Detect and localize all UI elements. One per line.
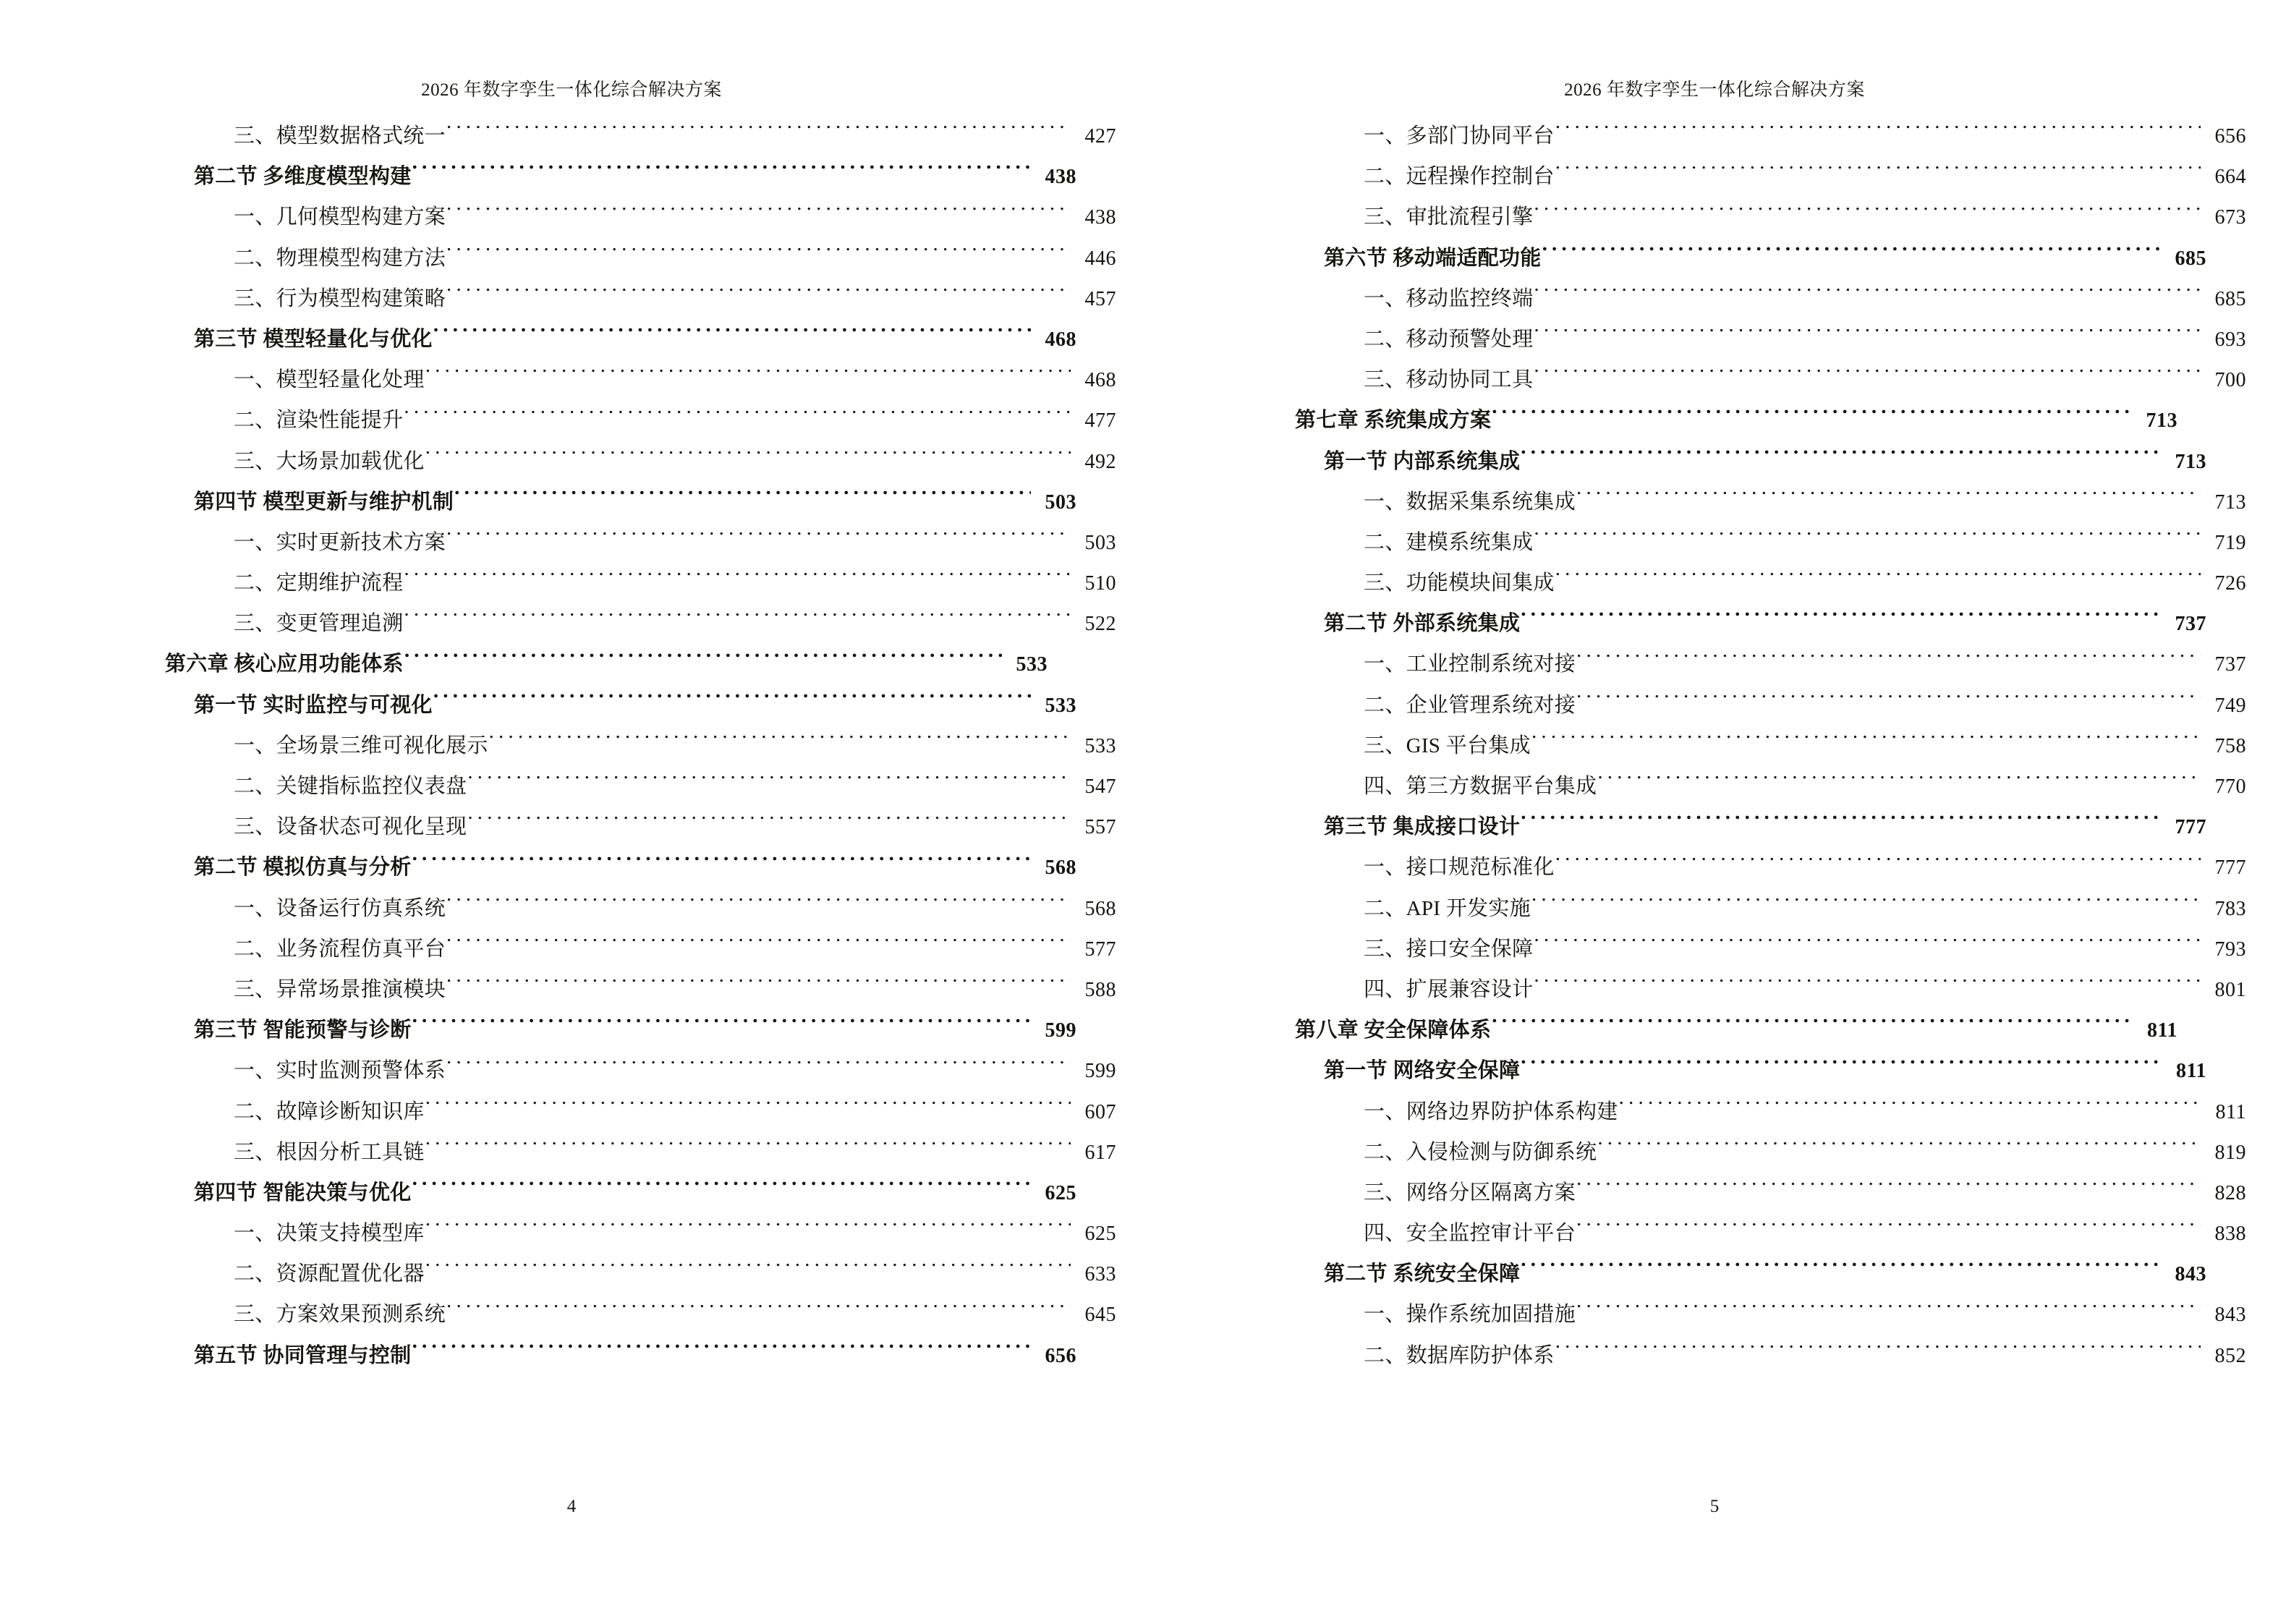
toc-entry-title: 三、行为模型构建策略 [234, 286, 446, 310]
toc-entry[interactable] [165, 279, 1116, 319]
toc-entry[interactable] [165, 685, 1076, 726]
toc-entry-page-number: 533 [1084, 734, 1116, 757]
toc-entry-page-number: 770 [2214, 775, 2246, 798]
toc-entry-title: 第一节 实时监控与可视化 [194, 693, 433, 717]
toc-entry[interactable] [1295, 197, 2246, 237]
toc-leader-dots [433, 691, 1031, 712]
toc-entry-title: 一、操作系统加固措施 [1364, 1303, 1576, 1327]
toc-entry[interactable] [1295, 847, 2246, 888]
toc-entry-page-number: 427 [1084, 125, 1116, 148]
toc-entry-page-number: 468 [1045, 328, 1076, 351]
toc-entry-page-number: 557 [1084, 816, 1116, 839]
toc-entry[interactable] [1295, 603, 2206, 644]
toc-leader-dots [1555, 569, 2201, 590]
toc-entry-title: 二、故障诊断知识库 [234, 1100, 425, 1123]
toc-leader-dots [1534, 203, 2201, 224]
page-number-left: 4 [566, 1497, 577, 1516]
toc-entry[interactable] [1295, 929, 2246, 969]
toc-entry[interactable] [165, 929, 1116, 969]
toc-entry-page-number: 713 [2175, 450, 2206, 473]
toc-leader-dots [1597, 1138, 2201, 1159]
toc-leader-dots [1531, 731, 2201, 752]
toc-leader-dots [1492, 1016, 2132, 1037]
toc-entry-title: 一、移动监控终端 [1364, 286, 1534, 310]
toc-entry-page-number: 749 [2214, 694, 2246, 717]
toc-entry[interactable] [1295, 563, 2246, 603]
toc-entry-page-number: 510 [1084, 572, 1116, 595]
toc-entry-title: 三、GIS 平台集成 [1364, 734, 1531, 757]
toc-entry[interactable] [1295, 1254, 2206, 1294]
toc-leader-dots [446, 284, 1071, 305]
toc-entry[interactable] [1295, 522, 2246, 563]
toc-entry-page-number: 522 [1084, 613, 1116, 636]
toc-leader-dots [446, 894, 1071, 915]
toc-leader-dots [1521, 812, 2161, 833]
toc-entry[interactable] [165, 888, 1116, 929]
toc-leader-dots [425, 1138, 1071, 1159]
toc-entry-page-number: 492 [1084, 450, 1116, 473]
toc-leader-dots [446, 1056, 1071, 1077]
toc-entry-title: 三、模型数据格式统一 [234, 124, 446, 148]
toc-entry-title: 二、渲染性能提升 [234, 409, 404, 433]
toc-entry-title: 一、多部门协同平台 [1364, 124, 1555, 148]
toc-entry-title: 一、网络边界防护体系构建 [1364, 1100, 1618, 1123]
toc-entry-page-number: 685 [2214, 287, 2246, 310]
toc-entry-title: 二、关键指标监控仪表盘 [234, 775, 467, 798]
toc-entry-title: 第七章 系统集成方案 [1295, 409, 1492, 433]
toc-entry-page-number: 777 [2175, 816, 2206, 839]
toc-leader-dots [1534, 935, 2201, 956]
toc-entry-title: 一、实时更新技术方案 [234, 530, 446, 554]
toc-entry[interactable] [165, 197, 1116, 237]
toc-leader-dots [404, 569, 1071, 590]
page-right [1143, 0, 2286, 1624]
toc-entry-page-number: 801 [2214, 978, 2246, 1001]
toc-entry-page-number: 811 [2147, 1019, 2177, 1042]
toc-entry[interactable] [1295, 156, 2246, 197]
toc-entry[interactable] [165, 1335, 1076, 1376]
toc-entry-page-number: 777 [2214, 856, 2246, 880]
toc-entry-title: 三、功能模块间集成 [1364, 571, 1555, 595]
toc-leader-dots [1597, 772, 2201, 793]
toc-entry-page-number: 477 [1084, 409, 1116, 433]
toc-entry-title: 二、入侵检测与防御系统 [1364, 1140, 1597, 1164]
toc-entry-page-number: 783 [2214, 897, 2246, 920]
toc-entry-title: 三、变更管理追溯 [234, 612, 404, 636]
toc-leader-dots [1576, 1300, 2201, 1321]
toc-entry-title: 二、移动预警处理 [1364, 327, 1534, 351]
toc-entry[interactable] [165, 969, 1116, 1010]
toc-leader-dots [446, 244, 1071, 265]
toc-entry-title: 三、方案效果预测系统 [234, 1303, 446, 1327]
toc-entry[interactable] [1295, 279, 2246, 319]
toc-leader-dots [404, 650, 1002, 671]
toc-entry-title: 三、根因分析工具链 [234, 1140, 425, 1164]
toc-entry-title: 第一节 内部系统集成 [1324, 449, 1521, 473]
toc-entry[interactable] [1295, 1010, 2177, 1050]
toc-entry-page-number: 503 [1045, 490, 1076, 514]
toc-entry[interactable] [1295, 1050, 2206, 1091]
toc-entry-page-number: 625 [1084, 1223, 1116, 1246]
toc-leader-dots [1555, 1341, 2201, 1362]
toc-entry[interactable] [1295, 1173, 2246, 1213]
toc-entry[interactable] [1295, 807, 2206, 847]
toc-entry-page-number: 719 [2214, 531, 2246, 554]
toc-entry-title: 一、数据采集系统集成 [1364, 490, 1576, 514]
toc-list-right [1295, 116, 2246, 1376]
toc-entry-title: 第三节 模型轻量化与优化 [194, 327, 433, 351]
toc-entry-title: 三、大场景加载优化 [234, 449, 425, 473]
toc-entry[interactable] [165, 1010, 1076, 1050]
toc-entry[interactable] [165, 847, 1076, 888]
toc-entry-title: 第四节 智能决策与优化 [194, 1181, 412, 1204]
toc-entry-title: 一、实时监测预警体系 [234, 1059, 446, 1083]
toc-entry[interactable] [1295, 1213, 2246, 1254]
toc-entry-page-number: 625 [1045, 1181, 1076, 1204]
toc-entry-title: 第二节 系统安全保障 [1324, 1262, 1521, 1286]
toc-entry[interactable] [1295, 116, 2246, 156]
toc-leader-dots [1555, 162, 2201, 183]
toc-entry[interactable] [165, 726, 1116, 766]
toc-leader-dots [1576, 650, 2201, 671]
toc-entry-title: 一、接口规范标准化 [1364, 856, 1555, 880]
toc-entry-page-number: 713 [2146, 409, 2177, 433]
toc-entry[interactable] [1295, 238, 2206, 279]
toc-leader-dots [412, 1016, 1031, 1037]
toc-entry[interactable] [1295, 482, 2246, 522]
toc-leader-dots [1576, 1178, 2201, 1199]
toc-entry[interactable] [165, 1050, 1116, 1091]
toc-entry-page-number: 607 [1084, 1100, 1116, 1123]
toc-leader-dots [433, 325, 1031, 346]
toc-entry-title: 二、资源配置优化器 [234, 1262, 425, 1286]
toc-entry[interactable] [165, 563, 1116, 603]
toc-entry-page-number: 599 [1045, 1019, 1076, 1042]
toc-entry[interactable] [1295, 888, 2246, 929]
toc-entry-title: 三、审批流程引擎 [1364, 205, 1534, 229]
toc-entry-page-number: 503 [1084, 531, 1116, 554]
toc-entry[interactable] [165, 1213, 1116, 1254]
toc-entry[interactable] [165, 441, 1116, 482]
toc-entry[interactable] [165, 482, 1076, 522]
toc-leader-dots [1576, 488, 2201, 509]
toc-entry[interactable] [1295, 441, 2206, 482]
toc-entry-page-number: 533 [1045, 694, 1076, 717]
toc-entry-title: 三、移动协同工具 [1364, 368, 1534, 392]
toc-leader-dots [404, 609, 1071, 630]
toc-entry-title: 二、企业管理系统对接 [1364, 693, 1576, 717]
toc-entry-page-number: 664 [2214, 166, 2246, 189]
toc-entry-title: 第一节 网络安全保障 [1324, 1059, 1521, 1083]
toc-entry-title: 第八章 安全保障体系 [1295, 1019, 1492, 1042]
toc-entry-title: 第二节 多维度模型构建 [194, 165, 412, 189]
toc-entry-title: 二、业务流程仿真平台 [234, 937, 446, 961]
toc-entry-title: 二、定期维护流程 [234, 571, 404, 595]
toc-entry-title: 第三节 智能预警与诊断 [194, 1019, 412, 1042]
toc-entry-title: 第三节 集成接口设计 [1324, 815, 1521, 839]
toc-entry[interactable] [1295, 1294, 2246, 1335]
toc-leader-dots [446, 528, 1071, 549]
toc-entry[interactable] [1295, 360, 2246, 400]
toc-entry-title: 四、第三方数据平台集成 [1364, 775, 1597, 798]
toc-leader-dots [1555, 122, 2201, 143]
toc-entry[interactable] [165, 522, 1116, 563]
toc-entry-title: 三、异常场景推演模块 [234, 977, 446, 1001]
page-number-right: 5 [1709, 1497, 1720, 1516]
toc-entry-title: 二、API 开发实施 [1364, 896, 1531, 920]
toc-entry-page-number: 577 [1084, 938, 1116, 961]
toc-entry-page-number: 673 [2214, 206, 2246, 229]
toc-entry-page-number: 828 [2214, 1181, 2246, 1204]
toc-entry-page-number: 588 [1084, 978, 1116, 1001]
toc-entry-page-number: 438 [1084, 206, 1116, 229]
toc-leader-dots [1534, 365, 2201, 386]
toc-entry-page-number: 758 [2214, 734, 2246, 757]
toc-leader-dots [412, 1341, 1031, 1362]
toc-entry-page-number: 438 [1045, 166, 1076, 189]
toc-leader-dots [404, 406, 1071, 427]
toc-entry[interactable] [165, 319, 1076, 360]
toc-leader-dots [446, 203, 1071, 224]
toc-leader-dots [1534, 284, 2201, 305]
toc-entry-title: 二、远程操作控制台 [1364, 165, 1555, 189]
toc-entry[interactable] [165, 766, 1116, 807]
toc-entry[interactable] [1295, 685, 2246, 726]
toc-entry-page-number: 852 [2214, 1344, 2246, 1367]
toc-leader-dots [412, 1178, 1031, 1199]
toc-entry-title: 三、网络分区隔离方案 [1364, 1181, 1576, 1204]
toc-entry-page-number: 568 [1045, 856, 1076, 880]
toc-leader-dots [454, 488, 1031, 509]
toc-entry-title: 三、设备状态可视化呈现 [234, 815, 467, 839]
toc-entry-title: 第四节 模型更新与维护机制 [194, 490, 454, 514]
toc-entry-page-number: 811 [2215, 1100, 2246, 1123]
toc-leader-dots [1534, 975, 2201, 996]
toc-entry-title: 四、安全监控审计平台 [1364, 1222, 1576, 1246]
toc-entry[interactable] [1295, 1335, 2246, 1376]
toc-entry-page-number: 737 [2214, 653, 2246, 676]
toc-entry-page-number: 633 [1084, 1263, 1116, 1286]
toc-entry-title: 一、工业控制系统对接 [1364, 652, 1576, 676]
toc-entry-page-number: 811 [2176, 1060, 2206, 1083]
toc-entry-page-number: 617 [1084, 1141, 1116, 1164]
toc-entry[interactable] [1295, 644, 2246, 684]
toc-leader-dots [1534, 528, 2201, 549]
toc-leader-dots [446, 935, 1071, 956]
toc-entry-title: 二、建模系统集成 [1364, 530, 1534, 554]
toc-leader-dots [1576, 691, 2201, 712]
toc-entry[interactable] [165, 360, 1116, 400]
toc-leader-dots [467, 812, 1071, 833]
toc-leader-dots [425, 1219, 1071, 1240]
toc-entry-page-number: 843 [2175, 1263, 2206, 1286]
toc-entry-title: 四、扩展兼容设计 [1364, 977, 1534, 1001]
toc-leader-dots [1542, 244, 2161, 265]
toc-entry-title: 一、几何模型构建方案 [234, 205, 446, 229]
toc-entry-page-number: 547 [1084, 775, 1116, 798]
toc-leader-dots [1531, 894, 2201, 915]
toc-entry[interactable] [165, 1294, 1116, 1335]
toc-leader-dots [467, 772, 1071, 793]
toc-entry[interactable] [1295, 726, 2246, 766]
toc-leader-dots [1521, 447, 2161, 468]
toc-leader-dots [446, 1300, 1071, 1321]
toc-entry[interactable] [1295, 1132, 2246, 1173]
toc-entry-page-number: 737 [2175, 613, 2206, 636]
toc-entry-title: 一、决策支持模型库 [234, 1222, 425, 1246]
toc-entry-page-number: 599 [1084, 1060, 1116, 1083]
toc-entry-page-number: 446 [1084, 247, 1116, 270]
toc-entry-page-number: 838 [2214, 1223, 2246, 1246]
toc-entry[interactable] [165, 156, 1076, 197]
toc-entry-page-number: 726 [2214, 572, 2246, 595]
toc-entry-page-number: 645 [1084, 1304, 1116, 1327]
toc-entry-title: 二、数据库防护体系 [1364, 1343, 1555, 1367]
toc-entry-page-number: 457 [1084, 287, 1116, 310]
toc-entry[interactable] [165, 1132, 1116, 1173]
toc-entry-title: 第二节 外部系统集成 [1324, 612, 1521, 636]
toc-entry-title: 三、接口安全保障 [1364, 937, 1534, 961]
toc-entry[interactable] [165, 807, 1116, 847]
toc-entry-page-number: 693 [2214, 328, 2246, 351]
running-header-left: 2026 年数字孪生一体化综合解决方案 [421, 80, 722, 100]
toc-entry-title: 第五节 协同管理与控制 [194, 1343, 412, 1367]
toc-leader-dots [446, 975, 1071, 996]
toc-leader-dots [425, 1259, 1071, 1280]
toc-entry-page-number: 568 [1084, 897, 1116, 920]
toc-entry[interactable] [165, 116, 1116, 156]
toc-entry-title: 第六章 核心应用功能体系 [165, 652, 404, 676]
toc-entry-page-number: 685 [2175, 247, 2206, 270]
toc-leader-dots [1521, 1056, 2161, 1077]
toc-leader-dots [1521, 609, 2161, 630]
toc-entry-page-number: 793 [2214, 938, 2246, 961]
running-header-right: 2026 年数字孪生一体化综合解决方案 [1564, 80, 1865, 100]
toc-entry-page-number: 533 [1016, 653, 1048, 676]
toc-leader-dots [412, 853, 1031, 874]
toc-entry-title: 一、设备运行仿真系统 [234, 896, 446, 920]
toc-leader-dots [1521, 1259, 2161, 1280]
toc-leader-dots [1576, 1219, 2201, 1240]
toc-entry[interactable] [165, 1092, 1116, 1132]
toc-entry-title: 二、物理模型构建方法 [234, 246, 446, 270]
toc-entry-page-number: 468 [1084, 369, 1116, 392]
toc-entry[interactable] [1295, 319, 2246, 360]
toc-entry[interactable] [1295, 1092, 2246, 1132]
toc-entry-page-number: 713 [2214, 490, 2246, 514]
toc-entry[interactable] [165, 1254, 1116, 1294]
toc-entry[interactable] [165, 400, 1116, 441]
toc-entry-page-number: 700 [2214, 369, 2246, 392]
toc-entry-title: 第二节 模拟仿真与分析 [194, 856, 412, 880]
toc-entry-title: 第六节 移动端适配功能 [1324, 246, 1542, 270]
toc-leader-dots [1619, 1097, 2201, 1118]
toc-leader-dots [489, 731, 1071, 752]
toc-entry[interactable] [1295, 766, 2246, 807]
toc-entry[interactable] [165, 1173, 1076, 1213]
toc-entry[interactable] [1295, 969, 2246, 1010]
toc-entry[interactable] [165, 238, 1116, 279]
toc-entry[interactable] [165, 644, 1048, 684]
toc-leader-dots [425, 1097, 1071, 1118]
toc-entry-page-number: 656 [2214, 125, 2246, 148]
toc-leader-dots [1534, 325, 2201, 346]
toc-entry-page-number: 843 [2214, 1304, 2246, 1327]
toc-leader-dots [412, 162, 1031, 183]
toc-entry-page-number: 656 [1045, 1344, 1076, 1367]
toc-leader-dots [1492, 406, 2132, 427]
toc-entry[interactable] [1295, 400, 2177, 441]
toc-entry[interactable] [165, 603, 1116, 644]
toc-leader-dots [1555, 853, 2201, 874]
toc-entry-title: 一、模型轻量化处理 [234, 368, 425, 392]
toc-list-left [165, 116, 1116, 1376]
toc-leader-dots [425, 447, 1071, 468]
toc-entry-title: 一、全场景三维可视化展示 [234, 734, 488, 757]
toc-leader-dots [446, 122, 1071, 143]
toc-entry-page-number: 819 [2214, 1141, 2246, 1164]
toc-leader-dots [425, 365, 1071, 386]
